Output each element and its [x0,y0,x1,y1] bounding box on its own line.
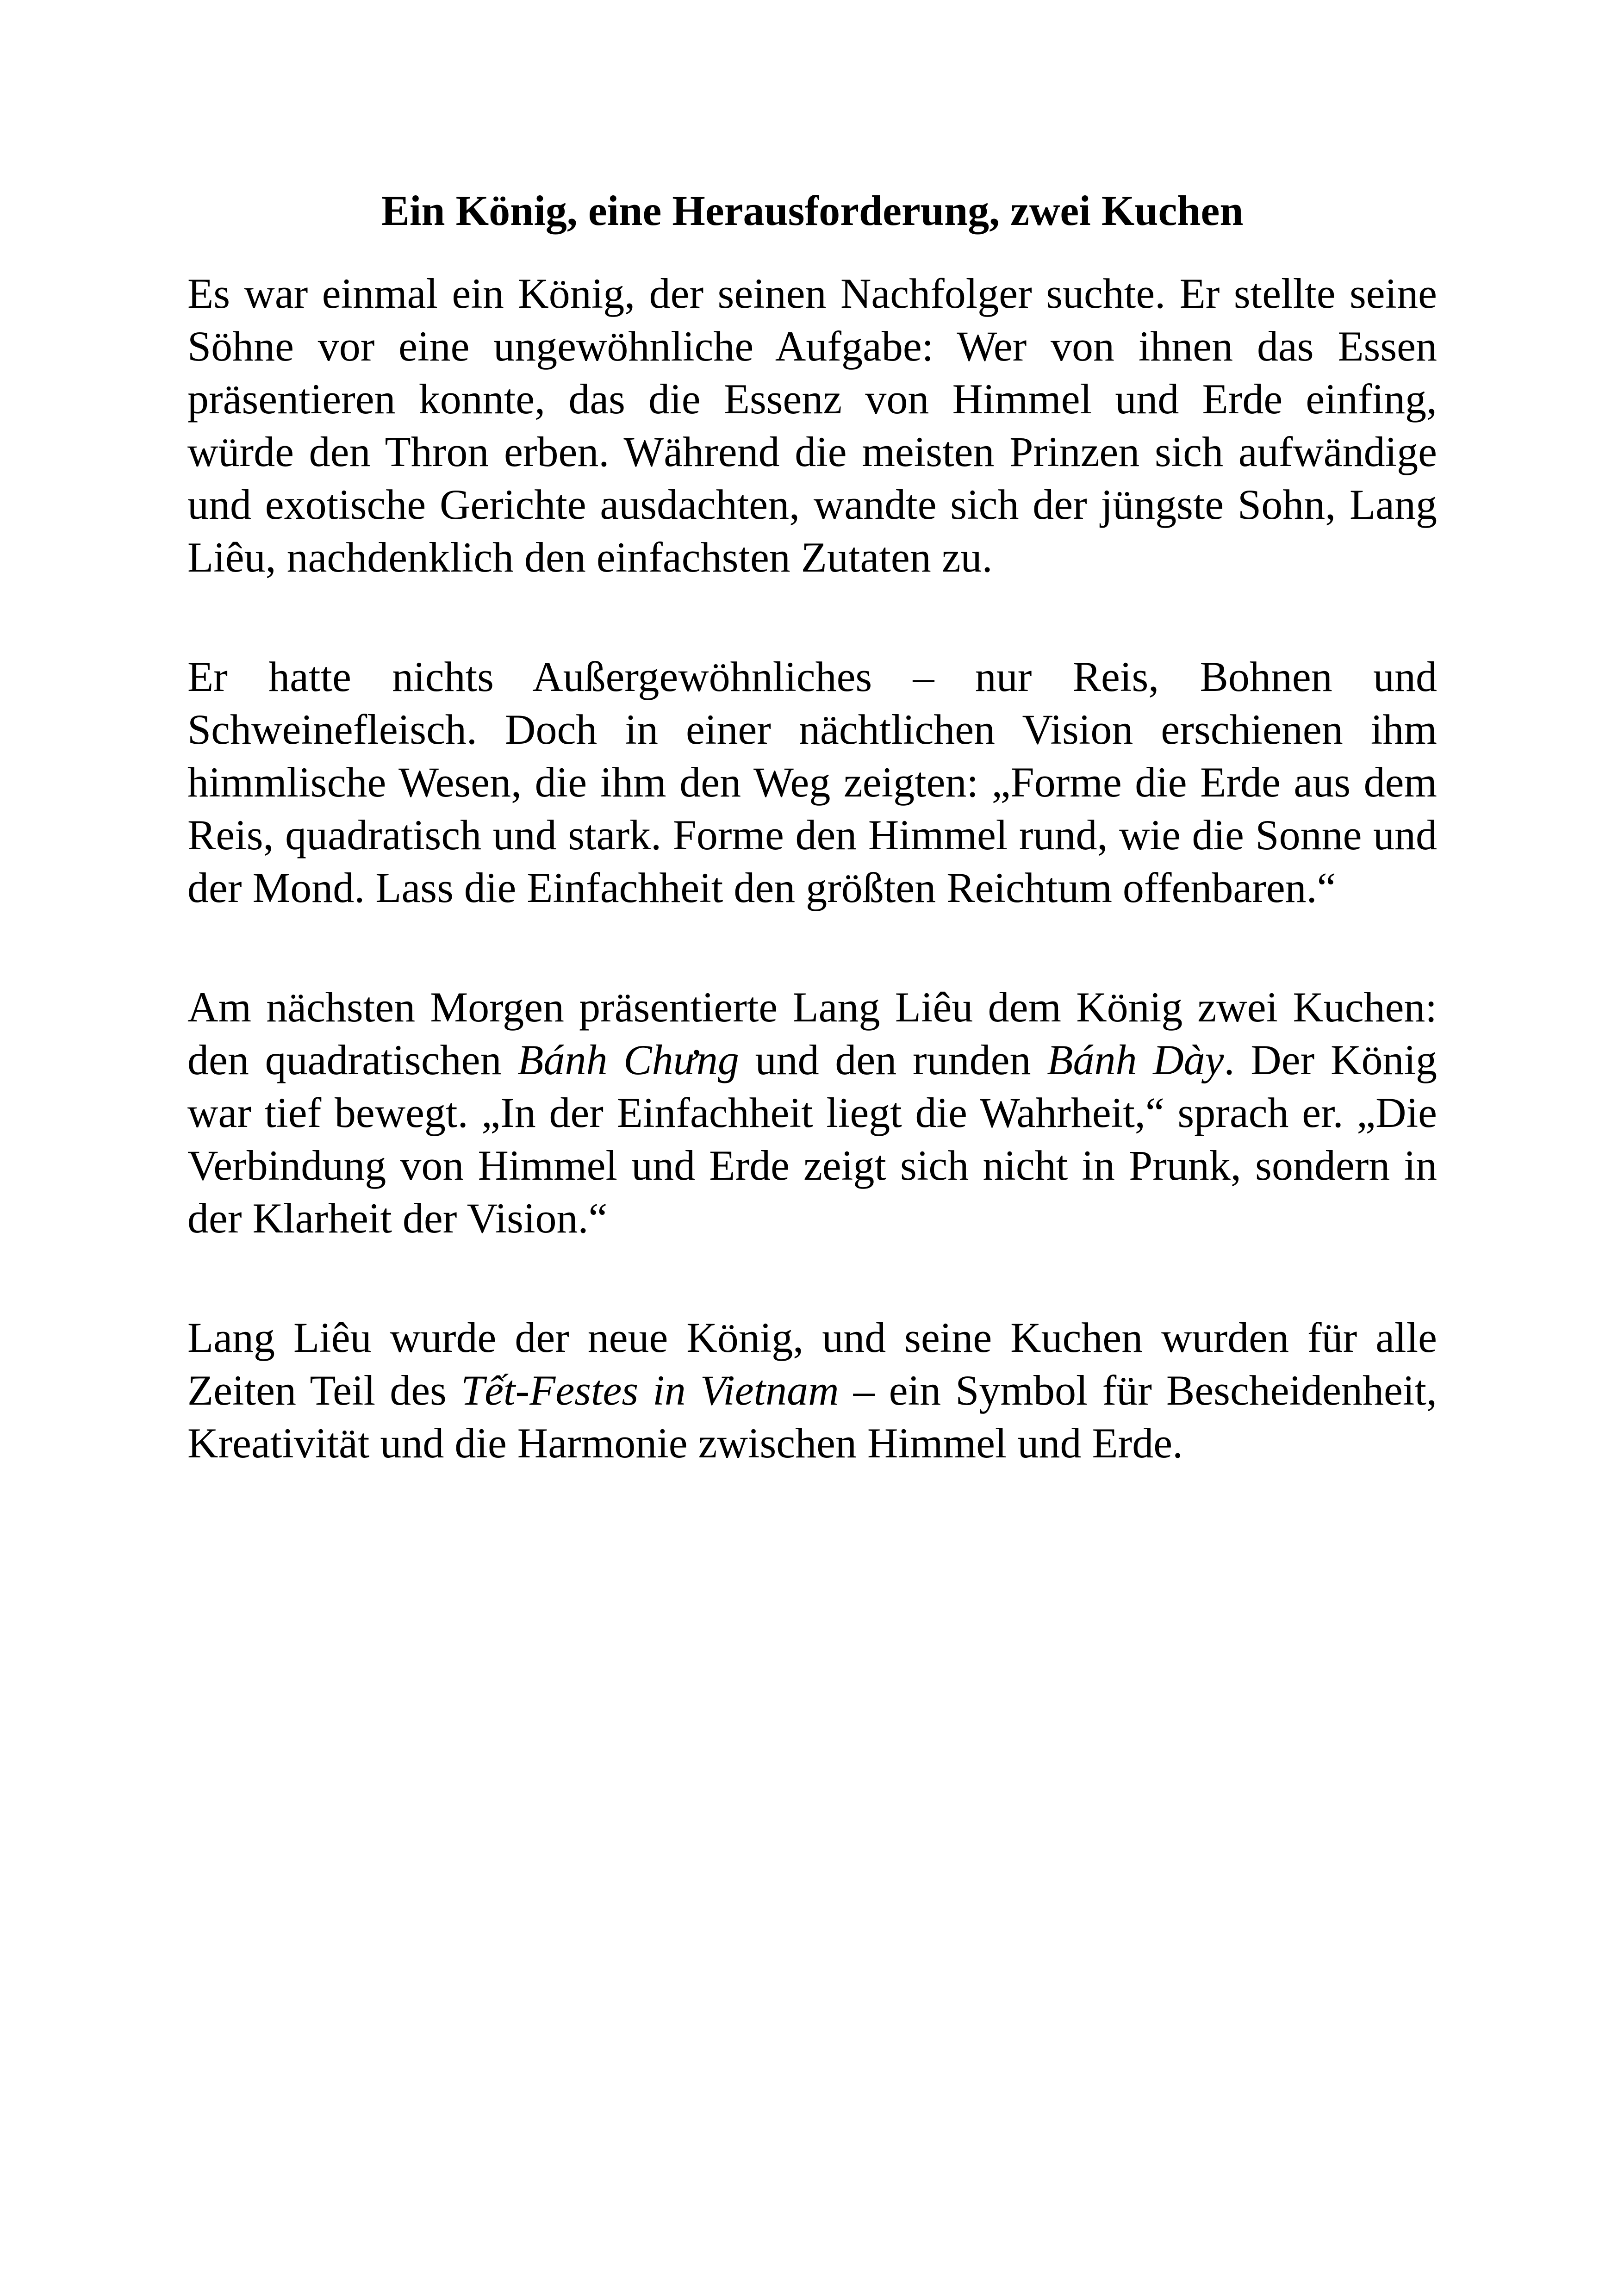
paragraph-3-text-a: Am nächsten Morgen präsentierte Lang Liêu dem König zwei Kuchen: den quadratischen [187,983,1437,1083]
document-page [187,183,1437,1469]
paragraph-4-text-a: Lang Liêu wurde der neue König, und seine Kuchen wurden für alle Zeiten Teil des [187,1314,1437,1414]
document-title: Ein König, eine Herausforderung, zwei Kuchen [381,187,1244,234]
paragraph-3-text-c: . Der König war tief bewegt. „In der Einfachheit liegt die Wahrheit,“ sprach er. „Die Verbindung von Himmel und Erde zeigt sich nicht in Prunk, sondern in der Klarheit der Vision.“ [187,1036,1438,1242]
paragraph-2: Er hatte nichts Außergewöhnliches – nur Reis, Bohnen und Schweinefleisch. Doch in einer nächtlichen Vision erschienen ihm himmlische Wesen, die ihm den Weg zeigten: „Forme die Erde aus dem Reis, quadratisch und stark. Forme den Himmel rund, wie die Sonne und der Mond. Lass die Einfachheit den größten Reichtum offenbaren.“ [187,653,1437,911]
tet-festival-term: Tết-Festes in Vietnam [461,1367,839,1414]
paragraph-4 [187,1311,1437,1469]
paragraph-1: Es war einmal ein König, der seinen Nachfolger suchte. Er stellte seine Söhne vor eine ungewöhnliche Aufgabe: Wer von ihnen das Essen präsentieren konnte, das die Essenz von Himmel und Erde einfing, würde den Thron erben. Während die meisten Prinzen sich aufwändige und exotische Gerichte ausdachten, wandte sich der jüngste Sohn, Lang Liêu, nachdenklich den einfachsten Zutaten zu. [187,270,1437,581]
paragraph-3-text-b: und den runden [739,1036,1047,1083]
banh-day-term: Bánh Dày [1047,1036,1224,1083]
paragraph-3 [187,981,1437,1244]
banh-chung-term: Bánh Chưng [517,1036,739,1083]
paragraph-4-text-b: – ein Symbol für Bescheidenheit, Kreativität und die Harmonie zwischen Himmel und Erde. [187,1367,1437,1467]
